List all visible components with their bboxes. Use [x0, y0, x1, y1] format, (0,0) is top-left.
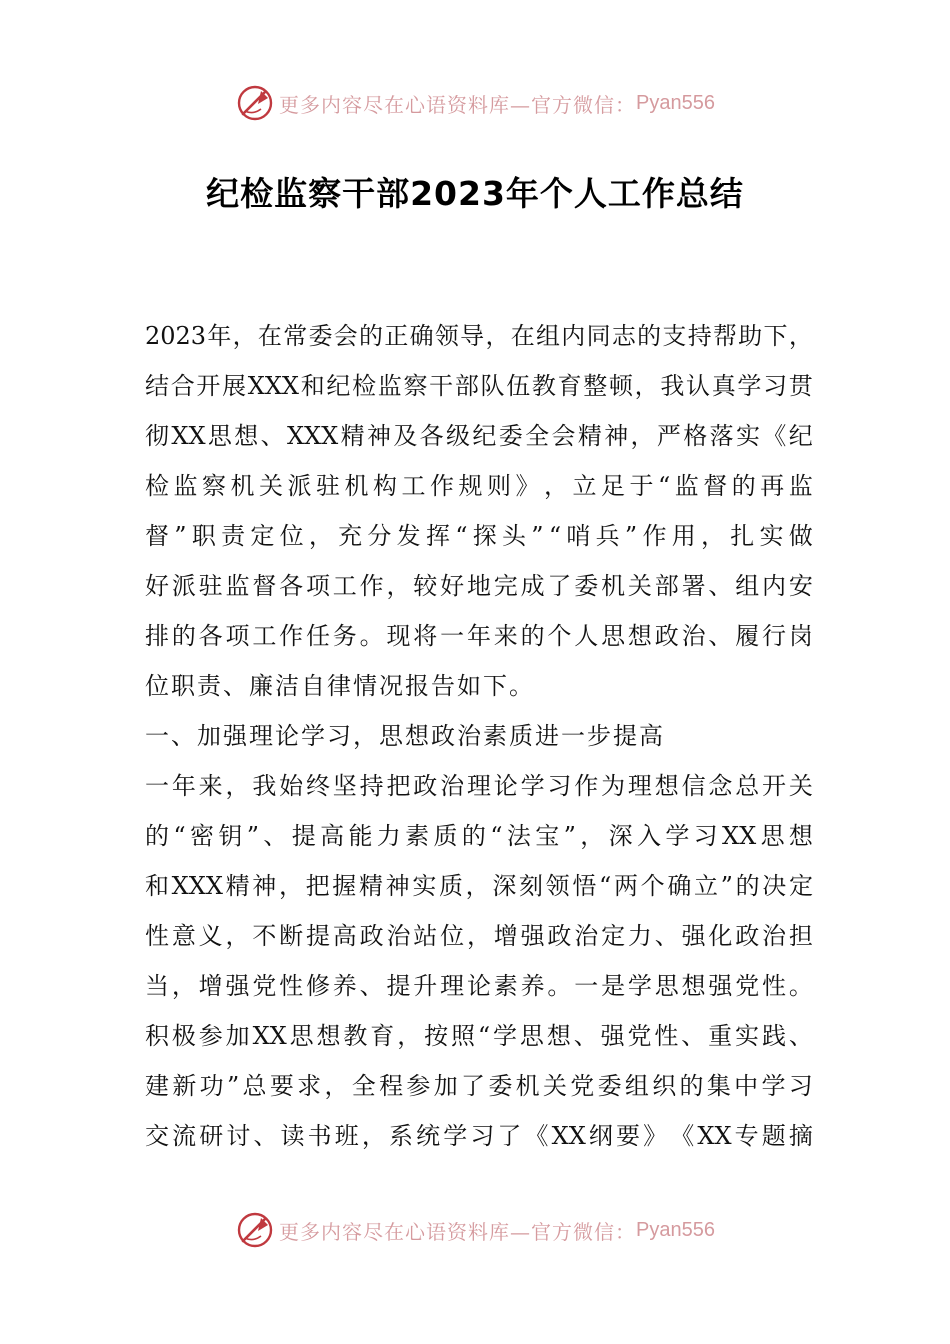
text-line: 和 XXX 精 神 ， 把 握 精 神 实 质 ， 深 刻 领 悟 “ 两 个 确 立 ” 的 决 定	[145, 872, 813, 900]
text-line: 结 合 开 展 XXX 和 纪 检 监 察 干 部 队 伍 教 育 整 顿 ， 我 认 真 学 习 贯	[145, 372, 813, 400]
document-title: 纪检监察干部2023年个人工作总结	[206, 174, 744, 213]
text-line: 的 “ 密 钥 ” 、 提 高 能 力 素 质 的 “ 法 宝 ” ， 深 入 学 习 XX 思 想	[145, 822, 813, 850]
footer-banner-text: 更多内容尽在心语资料库—官方微信：	[279, 1219, 637, 1244]
text-line: 建 新 功 ” 总 要 求 ， 全 程 参 加 了 委 机 关 党 委 组 织 的 集 中 学 习	[145, 1072, 813, 1100]
text-line: 积 极 参 加 XX 思 想 教 育 ， 按 照 “ 学 思 想 、 强 党 性 、 重 实 践 、	[145, 1022, 813, 1050]
text-line: 好 派 驻 监 督 各 项 工 作 ， 较 好 地 完 成 了 委 机 关 部 署 、 组 内 安	[145, 572, 813, 600]
pen-logo-icon	[235, 1210, 275, 1250]
text-line: 一、加强理论学习，思想政治素质进一步提高	[145, 722, 665, 750]
header-banner	[0, 80, 950, 126]
document-body	[145, 311, 813, 1161]
header-banner-text: 更多内容尽在心语资料库—官方微信：	[279, 92, 637, 117]
header-wechat-id: Pyan556	[636, 91, 715, 114]
text-line: 交 流 研 讨 、 读 书 班 ， 系 统 学 习 了 《 XX 纲 要 》 《 XX 专 题 摘	[145, 1122, 813, 1150]
footer-banner	[0, 1207, 950, 1253]
text-line: 2023 年 ， 在 常 委 会 的 正 确 领 导 ， 在 组 内 同 志 的 支 持 帮 助 下 ，	[145, 322, 813, 350]
text-line: 彻 XX 思 想 、 XXX 精 神 及 各 级 纪 委 全 会 精 神 ， 严 格 落 实 《 纪	[145, 422, 813, 450]
text-line: 检 监 察 机 关 派 驻 机 构 工 作 规 则 》 ， 立 足 于 “ 监 督 的 再 监	[145, 472, 813, 500]
text-line: 督 ” 职 责 定 位 ， 充 分 发 挥 “ 探 头 ” “ 哨 兵 ” 作 用 ， 扎 实 做	[145, 522, 813, 550]
text-line: 位职责、廉洁自律情况报告如下。	[145, 672, 535, 700]
footer-wechat-id: Pyan556	[636, 1218, 715, 1241]
text-line: 当 ， 增 强 党 性 修 养 、 提 升 理 论 素 养 。 一 是 学 思 想 强 党 性 。	[145, 972, 813, 1000]
pen-logo-icon	[235, 83, 275, 123]
text-line: 排 的 各 项 工 作 任 务 。 现 将 一 年 来 的 个 人 思 想 政 治 、 履 行 岗	[145, 622, 813, 650]
text-line: 一 年 来 ， 我 始 终 坚 持 把 政 治 理 论 学 习 作 为 理 想 信 念 总 开 关	[145, 772, 813, 800]
text-line: 性 意 义 ， 不 断 提 高 政 治 站 位 ， 增 强 政 治 定 力 、 强 化 政 治 担	[145, 922, 813, 950]
